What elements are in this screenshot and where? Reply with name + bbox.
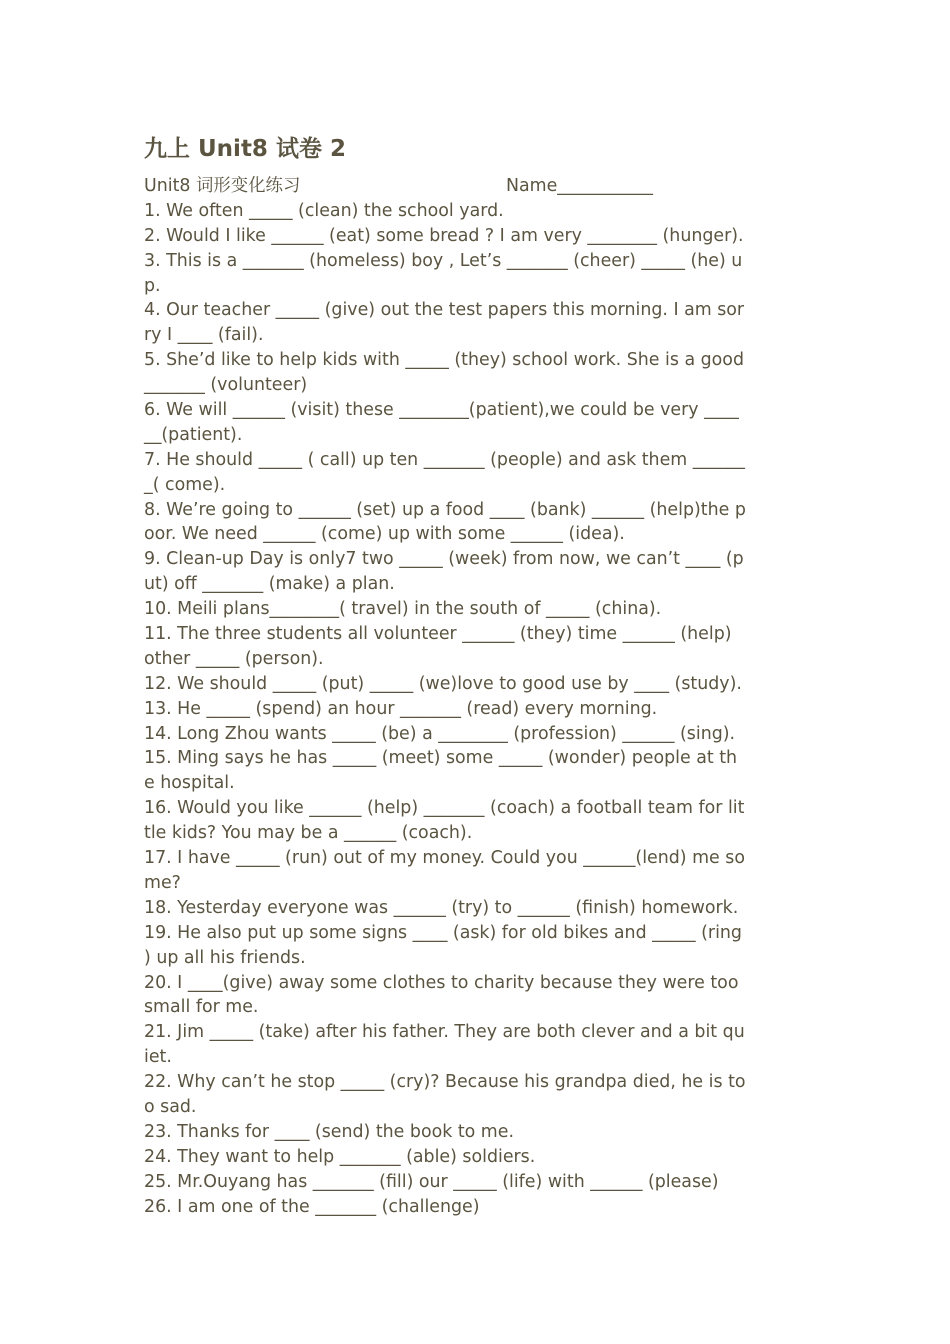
exercise-line: 13. He _____ (spend) an hour _______ (read) every morning. bbox=[144, 698, 658, 719]
exercise-line: e hospital. bbox=[144, 773, 235, 794]
exercise-line: 7. He should _____ ( call) up ten _______ (people) and ask them ______ bbox=[144, 449, 745, 470]
exercise-line: 20. I ____(give) away some clothes to charity because they were too bbox=[144, 972, 739, 993]
exercise-line: o sad. bbox=[144, 1096, 197, 1117]
exercise-line: 4. Our teacher _____ (give) out the test papers this morning. I am sor bbox=[144, 300, 745, 321]
exercise-line: 8. We’re going to ______ (set) up a food ____ (bank) ______ (help)the p bbox=[144, 499, 746, 520]
exercise-line: me? bbox=[144, 872, 181, 893]
exercise-line: 14. Long Zhou wants _____ (be) a ________ (profession) ______ (sing). bbox=[144, 723, 736, 744]
exercise-line: 11. The three students all volunteer ______ (they) time ______ (help) bbox=[144, 624, 732, 645]
page-title: 九上 Unit8 试卷 2 bbox=[144, 136, 346, 162]
exercise-line: _______ (volunteer) bbox=[144, 375, 308, 396]
exercise-line: 23. Thanks for ____ (send) the book to me. bbox=[144, 1121, 514, 1142]
exercise-lines bbox=[144, 199, 814, 1220]
subtitle-label: Unit8 词形变化练习 bbox=[144, 176, 301, 196]
exercise-line: 17. I have _____ (run) out of my money. Could you ______(lend) me so bbox=[144, 848, 745, 869]
exercise-line: 16. Would you like ______ (help) _______ (coach) a football team for lit bbox=[144, 798, 745, 819]
exercise-line: 15. Ming says he has _____ (meet) some _____ (wonder) people at th bbox=[144, 748, 738, 769]
exercise-line: oor. We need ______ (come) up with some ______ (idea). bbox=[144, 524, 625, 545]
exercise-line: _( come). bbox=[144, 474, 226, 495]
exercise-line: ry I ____ (fail). bbox=[144, 325, 264, 346]
exercise-line: 1. We often _____ (clean) the school yard. bbox=[144, 200, 504, 221]
exercise-line: 25. Mr.Ouyang has _______ (fill) our _____ (life) with ______ (please) bbox=[144, 1171, 719, 1192]
exercise-line: 5. She’d like to help kids with _____ (they) school work. She is a good bbox=[144, 350, 744, 371]
exercise-line: tle kids? You may be a ______ (coach). bbox=[144, 823, 473, 844]
exercise-line: 22. Why can’t he stop _____ (cry)? Because his grandpa died, he is to bbox=[144, 1072, 746, 1093]
exercise-line: p. bbox=[144, 275, 161, 296]
exercise-body bbox=[144, 174, 814, 1219]
exercise-line: ) up all his friends. bbox=[144, 947, 306, 968]
exercise-line: ut) off _______ (make) a plan. bbox=[144, 574, 395, 595]
exercise-line: other _____ (person). bbox=[144, 648, 324, 669]
exercise-line: 21. Jim _____ (take) after his father. They are both clever and a bit qu bbox=[144, 1022, 745, 1043]
exercise-line: 10. Meili plans________( travel) in the south of _____ (china). bbox=[144, 599, 662, 620]
exercise-line: 12. We should _____ (put) _____ (we)love to good use by ____ (study). bbox=[144, 673, 742, 694]
exercise-line: 24. They want to help _______ (able) soldiers. bbox=[144, 1146, 536, 1167]
exercise-line: __(patient). bbox=[144, 424, 243, 445]
exercise-line: 2. Would I like ______ (eat) some bread ? I am very ________ (hunger). bbox=[144, 225, 744, 246]
exercise-line: 3. This is a _______ (homeless) boy , Let’s _______ (cheer) _____ (he) u bbox=[144, 250, 743, 271]
exercise-line: small for me. bbox=[144, 997, 259, 1018]
exercise-line: 6. We will ______ (visit) these ________(patient),we could be very ____ bbox=[144, 400, 739, 421]
exercise-line: 18. Yesterday everyone was ______ (try) to ______ (finish) homework. bbox=[144, 897, 739, 918]
exercise-line: 9. Clean-up Day is only7 two _____ (week) from now, we can’t ____ (p bbox=[144, 549, 744, 570]
exercise-line: 19. He also put up some signs ____ (ask) for old bikes and _____ (ring bbox=[144, 922, 742, 943]
subtitle-row bbox=[144, 174, 814, 199]
exercise-line: iet. bbox=[144, 1047, 172, 1068]
exercise-line: 26. I am one of the _______ (challenge) bbox=[144, 1196, 480, 1217]
name-field-label: Name___________ bbox=[506, 176, 653, 196]
